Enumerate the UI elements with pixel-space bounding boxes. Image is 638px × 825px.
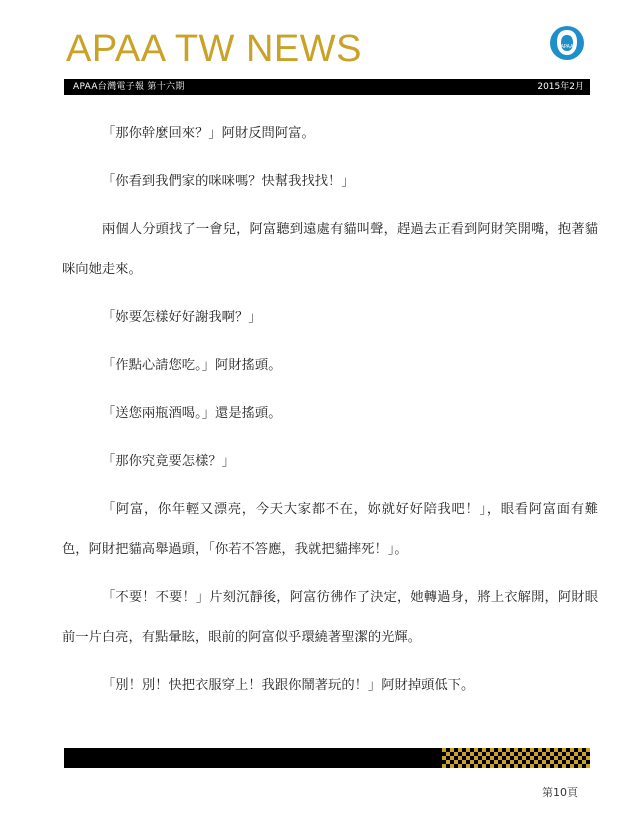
paragraph: 「那你幹麼回來？」阿財反問阿富。 xyxy=(102,126,315,141)
paragraph: 「你看到我們家的咪咪嗎？快幫我找找！」 xyxy=(102,174,355,189)
paragraph: 兩個人分頭找了一會兒，阿富聽到遠處有貓叫聲，趕過去正看到阿財笑開嘴，抱著貓咪向她走來。 xyxy=(62,222,598,277)
apaa-logo xyxy=(549,24,585,62)
logo-text: APAA xyxy=(560,44,574,50)
checker-cell xyxy=(586,764,590,768)
checker-pattern xyxy=(442,748,590,768)
paragraph: 「妳要怎樣好好謝我啊？」 xyxy=(102,310,262,325)
paragraph: 「作點心請您吃。」阿財搖頭。 xyxy=(102,358,282,373)
paragraph: 「那你究竟要怎樣？」 xyxy=(102,454,235,469)
paragraph: 「送您兩瓶酒喝。」還是搖頭。 xyxy=(102,406,282,421)
paragraph: 「阿富，你年輕又漂亮，今天大家都不在，妳就好好陪我吧！」，眼看阿富面有難色，阿財把貓高舉過頭，「你若不答應，我就把貓摔死！」。 xyxy=(62,502,598,557)
masthead-title: APAA TW NEWS xyxy=(66,28,362,70)
header-bar xyxy=(64,79,590,95)
issue-date: 2015年2月 xyxy=(537,82,584,92)
paragraph: 「不要！不要！」片刻沉靜後，阿富彷彿作了決定，她轉過身，將上衣解開，阿財眼前一片白亮，有點暈眩，眼前的阿富似乎環繞著聖潔的光輝。 xyxy=(62,590,598,645)
article-body xyxy=(62,122,598,698)
issue-label: APAA台灣電子報 第十六期 xyxy=(73,82,185,92)
page-number: 第10頁 xyxy=(542,786,578,799)
paragraph: 「別！別！快把衣服穿上！我跟你鬧著玩的！」阿財掉頭低下。 xyxy=(102,678,475,693)
